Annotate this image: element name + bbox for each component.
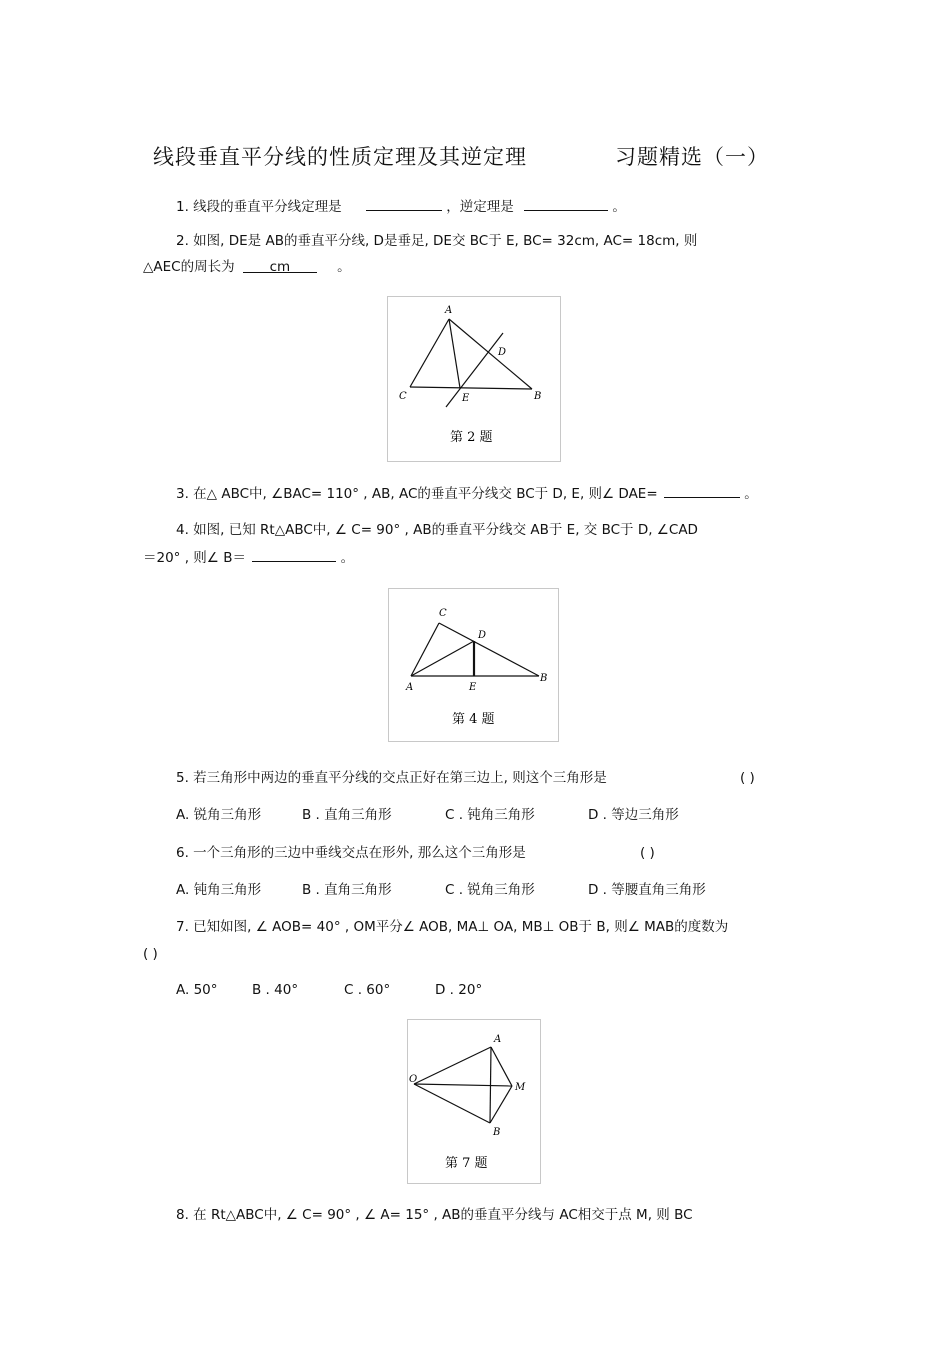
question-6-option-d[interactable]: D . 等腰直角三角形 <box>588 882 706 898</box>
label-d: D <box>498 347 507 358</box>
segment-ob <box>414 1084 490 1123</box>
label-e: E <box>469 682 477 693</box>
segment-om <box>414 1084 512 1086</box>
segment-ae <box>449 319 460 388</box>
figure-question-4 <box>388 588 559 742</box>
segment-cb <box>410 387 532 389</box>
segment-oa <box>414 1047 491 1084</box>
question-4-line-2: ＝20° , 则∠ B＝ 。 <box>143 547 354 567</box>
label-b: B <box>534 391 542 402</box>
answer-blank-1a[interactable] <box>366 196 442 211</box>
question-7-option-c[interactable]: C . 60° <box>344 982 391 998</box>
page-subtitle: 习题精选（一） <box>615 145 769 169</box>
question-5-paren[interactable]: ( ) <box>740 770 755 786</box>
figure-4-diagram <box>389 589 558 741</box>
question-1: 1. 线段的垂直平分线定理是 ，逆定理是 。 <box>176 196 626 216</box>
page-title: 线段垂直平分线的性质定理及其逆定理 <box>153 145 527 169</box>
question-6-option-c[interactable]: C . 锐角三角形 <box>445 882 535 898</box>
label-c: C <box>439 608 447 619</box>
figure-4-caption: 第 4 题 <box>452 712 495 727</box>
question-7-line-1: 7. 已知如图, ∠ AOB= 40° , OM平分∠ AOB, MA⊥ OA, MB⊥ OB于 B, 则∠ MAB的度数为 <box>176 919 729 935</box>
question-7-option-b[interactable]: B . 40° <box>252 982 299 998</box>
question-5-option-d[interactable]: D . 等边三角形 <box>588 807 679 823</box>
label-d: D <box>478 630 487 641</box>
segment-cb <box>439 623 539 676</box>
question-5-option-a[interactable]: A. 锐角三角形 <box>176 807 262 823</box>
label-o: O <box>409 1074 418 1085</box>
segment-bm <box>490 1086 512 1123</box>
answer-blank-3[interactable] <box>664 483 740 498</box>
figure-question-7 <box>407 1019 541 1184</box>
question-5-stem: 5. 若三角形中两边的垂直平分线的交点正好在第三边上, 则这个三角形是 <box>176 770 607 786</box>
question-3: 3. 在△ ABC中, ∠BAC= 110° , AB, AC的垂直平分线交 BC于 D, E, 则∠ DAE= 。 <box>176 483 758 503</box>
figure-7-diagram <box>408 1020 540 1183</box>
question-7-paren[interactable]: ( ) <box>143 946 158 962</box>
question-8-line-1: 8. 在 Rt△ABC中, ∠ C= 90° , ∠ A= 15° , AB的垂直平分线与 AC相交于点 M, 则 BC <box>176 1207 693 1223</box>
question-6-stem: 6. 一个三角形的三边中垂线交点在形外, 那么这个三角形是 <box>176 845 526 861</box>
label-m: M <box>515 1082 526 1093</box>
label-a: A <box>406 682 414 693</box>
question-5-option-b[interactable]: B . 直角三角形 <box>302 807 392 823</box>
question-2-line-1: 2. 如图, DE是 AB的垂直平分线, D是垂足, DE交 BC于 E, BC= 32cm, AC= 18cm, 则 <box>176 233 698 249</box>
question-4-line-1: 4. 如图, 已知 Rt△ABC中, ∠ C= 90° , AB的垂直平分线交 AB于 E, 交 BC于 D, ∠CAD <box>176 522 698 538</box>
segment-ac <box>410 319 449 387</box>
answer-blank-2[interactable]: cm <box>243 258 317 273</box>
figure-7-caption: 第 7 题 <box>445 1156 488 1171</box>
segment-am <box>491 1047 512 1086</box>
question-6-option-b[interactable]: B . 直角三角形 <box>302 882 392 898</box>
answer-blank-4[interactable] <box>252 547 336 562</box>
perpendicular-bisector-de <box>446 333 503 407</box>
segment-ab <box>490 1047 491 1123</box>
question-6-option-a[interactable]: A. 钝角三角形 <box>176 882 262 898</box>
figure-question-2 <box>387 296 561 462</box>
question-6-paren[interactable]: ( ) <box>640 845 655 861</box>
label-b: B <box>493 1127 501 1138</box>
question-2-line-2: △AEC的周长为 cm 。 <box>143 259 351 275</box>
label-c: C <box>399 391 407 402</box>
label-e: E <box>462 393 470 404</box>
question-5-option-c[interactable]: C . 钝角三角形 <box>445 807 535 823</box>
figure-2-caption: 第 2 题 <box>450 430 493 445</box>
question-7-option-a[interactable]: A. 50° <box>176 982 218 998</box>
label-a: A <box>494 1034 502 1045</box>
label-b: B <box>540 673 548 684</box>
label-a: A <box>445 305 453 316</box>
question-7-option-d[interactable]: D . 20° <box>435 982 483 998</box>
segment-ab <box>449 319 532 389</box>
answer-blank-1b[interactable] <box>524 196 608 211</box>
figure-2-diagram <box>388 297 560 461</box>
